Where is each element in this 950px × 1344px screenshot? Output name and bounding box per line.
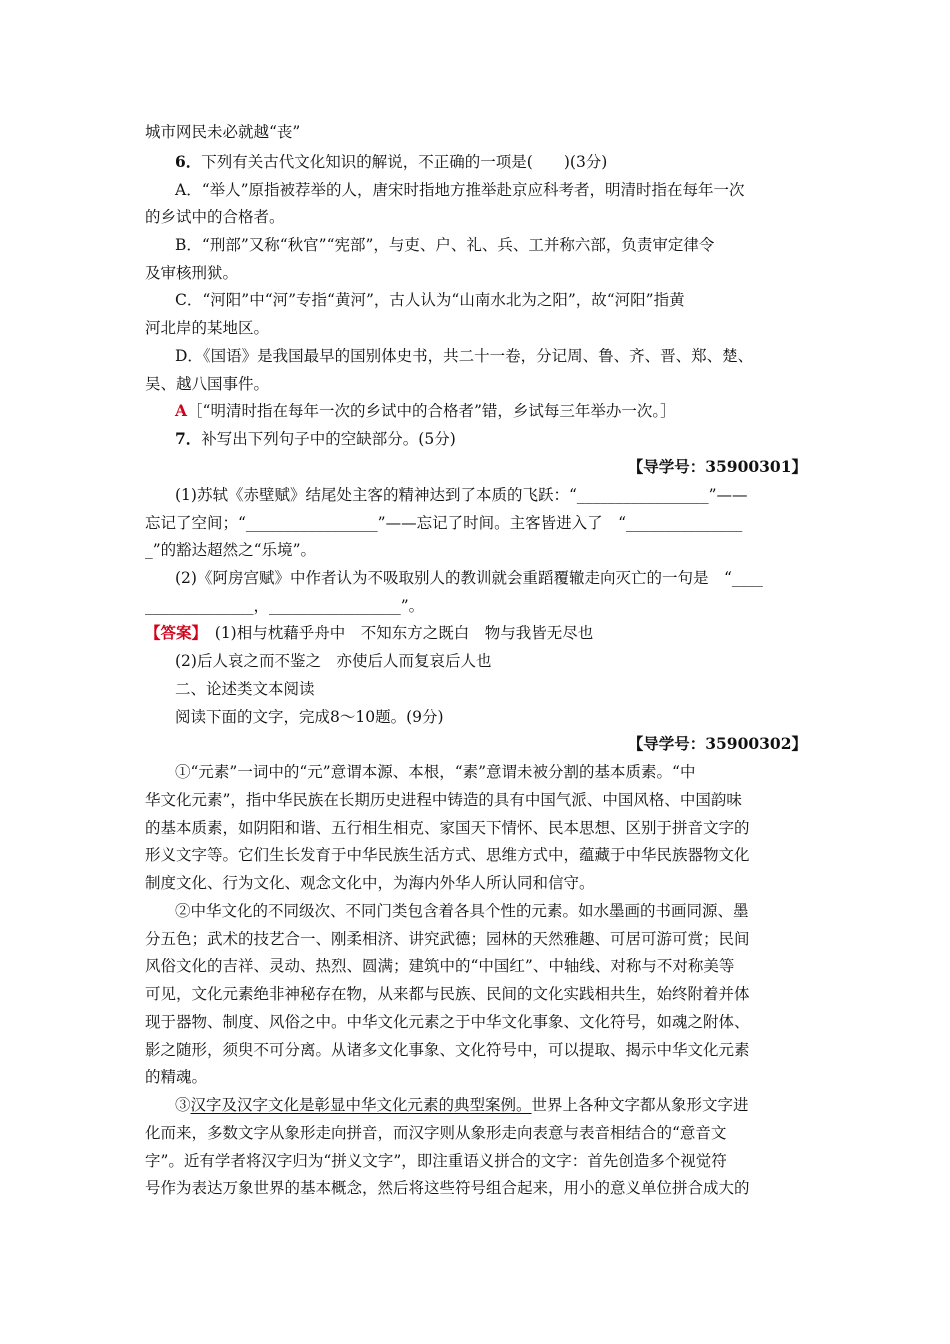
answer-text: (1)相与枕藉乎舟中 不知东方之既白 物与我皆无尽也 <box>199 624 594 642</box>
guide-number: 【导学号：35900302】 <box>627 734 807 753</box>
answer-explanation <box>175 401 676 421</box>
paragraph-2-line: 风俗文化的吉祥、灵动、热烈、圆满；建筑中的“中国红”、中轴线、对称与不对称美等 <box>145 957 735 975</box>
reading-instruction: 阅读下面的文字，完成8～10题。(9分) <box>175 708 444 726</box>
option-c-line-2: 河北岸的某地区。 <box>145 319 270 337</box>
option-a-line-2: 的乡试中的合格者。 <box>145 208 285 226</box>
paragraph-number: ③ <box>175 1096 191 1114</box>
paragraph-3-line: 字”。近有学者将汉字归为“拼义文字”，即注重语义拼合的文字：首先创造多个视觉符 <box>145 1152 727 1170</box>
section-heading: 二、论述类文本阅读 <box>175 680 315 698</box>
option-c-line-1: C．“河阳”中“河”专指“黄河”，古人认为“山南水北为之阳”，故“河阳”指黄 <box>175 291 685 309</box>
paragraph-1-line: 制度文化、行为文化、观念文化中，为海内外华人所认同和信守。 <box>145 874 595 892</box>
option-a-line-1: A．“举人”原指被荐举的人，唐宋时指地方推举赴京应科考者，明清时指在每年一次 <box>175 181 745 199</box>
option-b-line-2: 及审核刑狱。 <box>145 264 239 282</box>
paragraph-text: 世界上各种文字都从象形文字进 <box>531 1096 749 1114</box>
option-d-line-1: D．《国语》是我国最早的国别体史书，共二十一卷，分记周、鲁、齐、晋、郑、楚、 <box>175 347 754 365</box>
fill-blank-2-line-1: (2)《阿房宫赋》中作者认为不吸取别人的教训就会重蹈覆辙走向灭亡的一句是 “____ <box>175 569 763 587</box>
paragraph-1-line: 的基本质素，如阴阳和谐、五行相生相克、家国天下情怀、民本思想、区别于拼音文字的 <box>145 819 750 837</box>
answer-line-1 <box>145 623 593 643</box>
fill-blank-1-line-1: (1)苏轼《赤壁赋》结尾处主客的精神达到了本质的飞跃：“_________________”—— <box>175 486 748 504</box>
paragraph-3-line <box>175 1095 749 1115</box>
question-text: 下列有关古代文化知识的解说，不正确的一项是( )(3分) <box>201 153 608 171</box>
answer-letter: A <box>175 401 188 420</box>
paragraph-3-line: 号作为表达万象世界的基本概念，然后将这些符号组合起来，用小的意义单位拼合成大的 <box>145 1179 750 1197</box>
paragraph-2-line: 现于器物、制度、风俗之中。中华文化元素之于中华文化事象、文化符号，如魂之附体、 <box>145 1013 750 1031</box>
answer-line-2: (2)后人哀之而不鉴之 亦使后人而复哀后人也 <box>175 652 492 670</box>
fill-blank-1-line-2: 忘记了空间；“_________________”——忘记了时间。主客皆进入了 “_______________ <box>145 514 743 532</box>
paragraph-2-line: 分五色；武术的技艺合一、刚柔相济、讲究武德；园林的天然雅趣、可居可游可赏；民间 <box>145 930 750 948</box>
fill-blank-1-line-3: _”的豁达超然之“乐境”。 <box>145 541 317 559</box>
underlined-sentence: 汉字及汉字文化是彰显中华文化元素的典型案例。 <box>190 1096 532 1114</box>
paragraph-1-line: 华文化元素”，指中华民族在长期历史进程中铸造的具有中国气派、中国风格、中国韵味 <box>145 791 742 809</box>
fill-blank-2-line-2: ______________，_________________”。 <box>145 597 425 615</box>
paragraph-2-line: ②中华文化的不同级次、不同门类包含着各具个性的元素。如水墨画的书画同源、墨 <box>175 902 749 920</box>
question-text: 补写出下列句子中的空缺部分。(5分) <box>201 430 456 448</box>
option-d-line-2: 吴、越八国事件。 <box>145 375 270 393</box>
question-number: 7． <box>175 429 202 448</box>
answer-tag: 【答案】 <box>145 623 200 642</box>
guide-number: 【导学号：35900301】 <box>627 457 807 476</box>
paragraph-1-line: 形义文字等。它们生长发育于中华民族生活方式、思维方式中，蕴藏于中华民族器物文化 <box>145 846 750 864</box>
question-6 <box>175 152 607 172</box>
question-number: 6． <box>175 152 202 171</box>
explanation-text: ［“明清时指在每年一次的乡试中的合格者”错，乡试每三年举办一次。］ <box>187 402 676 420</box>
paragraph-2-line: 可见，文化元素绝非神秘存在物，从来都与民族、民间的文化实践相共生，始终附着并体 <box>145 985 750 1003</box>
paragraph-2-line: 影之随形，须臾不可分离。从诸多文化事象、文化符号中，可以提取、揭示中华文化元素 <box>145 1041 750 1059</box>
paragraph-3-line: 化而来，多数文字从象形走向拼音，而汉字则从象形走向表意与表音相结合的“意音文 <box>145 1124 727 1142</box>
option-b-line-1: B．“刑部”又称“秋官”“宪部”，与吏、户、礼、兵、工并称六部，负责审定律令 <box>175 236 715 254</box>
question-7 <box>175 429 456 449</box>
paragraph-1-line: ①“元素”一词中的“元”意谓本源、本根，“素”意谓未被分割的基本质素。“中 <box>175 763 696 781</box>
text-line: 城市网民未必就越“丧” <box>145 123 301 141</box>
paragraph-2-line: 的精魂。 <box>145 1068 208 1086</box>
